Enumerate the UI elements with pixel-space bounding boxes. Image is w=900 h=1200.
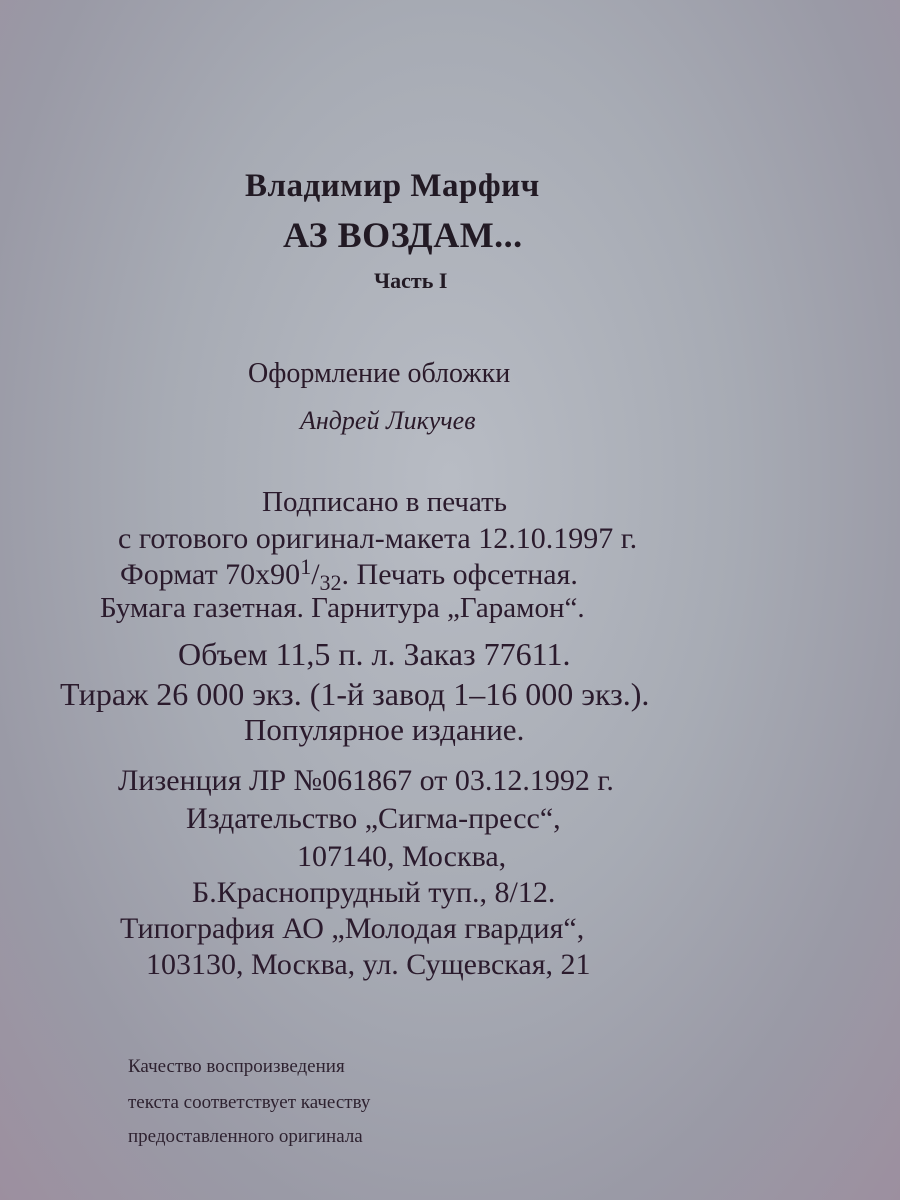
imprint-signed: Подписано в печать (262, 486, 507, 518)
quality-note-line-2: текста соответствует качеству (128, 1092, 371, 1113)
imprint-printer-address: 103130, Москва, ул. Сущевская, 21 (146, 948, 591, 981)
imprint-print-run: Тираж 26 000 экз. (1-й завод 1–16 000 экз.). (60, 676, 650, 712)
quality-note-line-1: Качество воспроизведения (128, 1056, 345, 1077)
format-denominator: 32 (319, 570, 342, 595)
cover-design-label: Оформление обложки (248, 358, 511, 389)
imprint-printer: Типография АО „Молодая гвардия“, (120, 912, 585, 945)
format-suffix: . Печать офсетная. (341, 558, 578, 591)
quality-note-line-3: предоставленного оригинала (128, 1126, 363, 1147)
imprint-layout-date: с готового оригинал-макета 12.10.1997 г. (118, 522, 638, 555)
imprint-license: Лизенция ЛР №061867 от 03.12.1992 г. (118, 764, 614, 797)
author-name: Владимир Марфич (245, 168, 540, 204)
cover-designer-name: Андрей Ликучев (300, 406, 476, 435)
imprint-edition: Популярное издание. (244, 712, 525, 747)
imprint-format: Формат $70x90^1/_{32}$. Печать офсетная. (120, 554, 578, 595)
imprint-paper: Бумага газетная. Гарнитура „Гарамон“. (100, 592, 585, 624)
imprint-publisher-address: Б.Краснопрудный туп., 8/12. (192, 876, 556, 909)
imprint-publisher-city: 107140, Москва, (297, 840, 507, 873)
imprint-publisher: Издательство „Сигма-пресс“, (186, 802, 561, 835)
format-numerator: 1 (300, 554, 312, 579)
imprint-volume: Объем 11,5 п. л. Заказ 77611. (178, 636, 571, 672)
format-prefix: Формат 70x90 (120, 558, 301, 591)
book-title: АЗ ВОЗДАМ... (283, 215, 523, 255)
book-part: Часть I (374, 268, 448, 293)
